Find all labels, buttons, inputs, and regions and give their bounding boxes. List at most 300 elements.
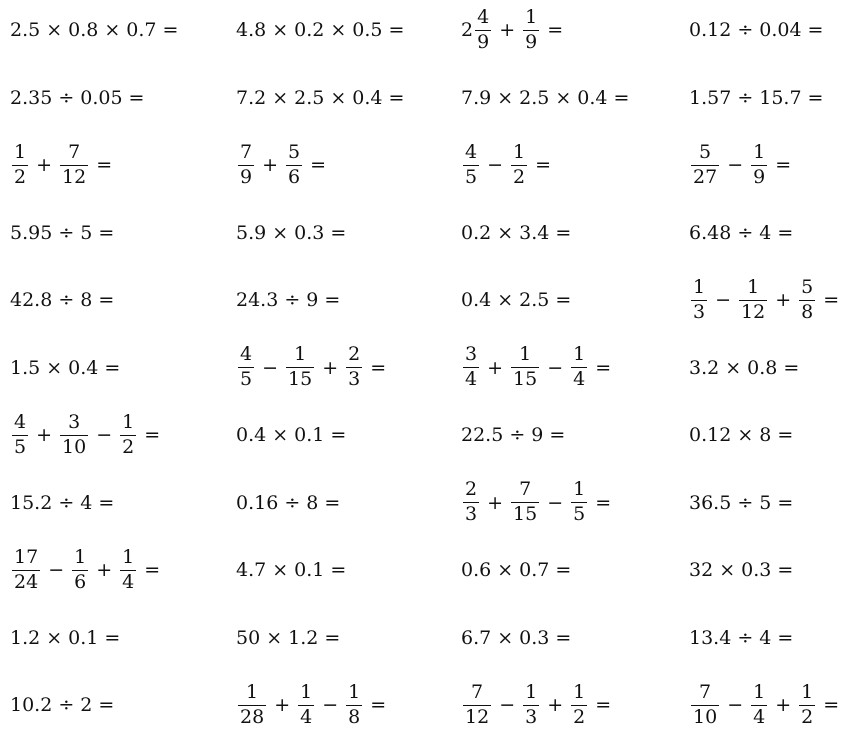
denominator: 5: [573, 503, 586, 525]
fraction: [10, 140, 30, 188]
operator: −: [322, 694, 339, 716]
number: 0.2: [294, 19, 325, 41]
fraction: [569, 480, 589, 525]
operator: ×: [497, 86, 514, 109]
denominator: 12: [62, 165, 87, 188]
problem: [461, 68, 629, 128]
problem: [461, 405, 565, 465]
fraction: [749, 680, 769, 728]
equals-sign: =: [162, 19, 179, 41]
fraction-body: [799, 680, 815, 728]
fraction: [689, 275, 709, 323]
problem: [689, 203, 793, 263]
number: 4.8: [236, 19, 267, 41]
denominator: 8: [801, 300, 814, 323]
numerator: 5: [288, 140, 301, 163]
fraction: [10, 410, 30, 458]
numerator: 1: [747, 275, 760, 298]
problem-row: [0, 203, 859, 263]
number: 1.2: [288, 626, 319, 649]
number: 0.04: [759, 19, 802, 41]
number: 8: [80, 289, 93, 311]
denominator: 3: [693, 300, 706, 323]
fraction: [461, 345, 481, 390]
fraction-body: [60, 410, 88, 458]
number: 0.4: [352, 86, 383, 109]
equals-sign: =: [777, 626, 794, 649]
operator: +: [775, 289, 792, 311]
fraction-body: [751, 140, 767, 188]
problem: [689, 135, 791, 195]
problem: [689, 473, 793, 533]
fraction-body: [475, 5, 491, 53]
equals-sign: =: [330, 424, 347, 446]
equals-sign: =: [96, 154, 113, 176]
number: 4.7: [236, 559, 267, 581]
numerator: 7: [699, 680, 712, 703]
problem-row: [0, 405, 859, 465]
denominator: 9: [240, 165, 253, 188]
operator: ×: [266, 626, 283, 649]
operator: ÷: [284, 491, 301, 514]
fraction-body: [238, 345, 254, 390]
fraction: [509, 345, 541, 390]
equals-sign: =: [535, 154, 552, 176]
numerator: 2: [348, 343, 361, 366]
operator: ×: [725, 356, 742, 379]
numerator: 4: [240, 343, 253, 366]
problem: [236, 675, 386, 735]
number: 1.2: [10, 626, 41, 649]
operator: ×: [46, 19, 63, 41]
fraction-body: [12, 545, 40, 593]
fraction-body: [523, 680, 539, 728]
operator: ×: [497, 559, 514, 581]
problem: [236, 0, 404, 60]
number: 5.95: [10, 221, 53, 244]
fraction-body: [298, 680, 314, 728]
equals-sign: =: [324, 289, 341, 311]
fraction-body: [523, 5, 539, 53]
problem-row: [0, 338, 859, 398]
problem: [10, 270, 114, 330]
fraction-body: [286, 140, 302, 188]
equals-sign: =: [595, 356, 612, 379]
fraction: [236, 680, 268, 728]
problem: [461, 135, 551, 195]
operator: ÷: [737, 86, 754, 109]
whole-part: 2: [461, 19, 474, 41]
numerator: 1: [573, 680, 586, 703]
operator: ×: [46, 626, 63, 649]
problem: [461, 270, 571, 330]
operator: ÷: [58, 694, 75, 716]
fraction-body: [691, 680, 719, 728]
operator: +: [487, 356, 504, 379]
denominator: 27: [693, 165, 718, 188]
fraction-body: [346, 345, 362, 390]
problem-row: [0, 473, 859, 533]
number: 13.4: [689, 626, 732, 649]
number: 0.4: [577, 86, 608, 109]
numerator: 4: [477, 5, 490, 28]
fraction: [797, 680, 817, 728]
equals-sign: =: [370, 694, 387, 716]
denominator: 2: [513, 165, 526, 188]
numerator: 1: [14, 140, 27, 163]
fraction: [461, 480, 481, 525]
equals-sign: =: [775, 154, 792, 176]
operator: −: [487, 154, 504, 176]
denominator: 3: [525, 705, 538, 728]
equals-sign: =: [104, 626, 121, 649]
numerator: 1: [573, 343, 586, 366]
fraction: [10, 545, 42, 593]
number: 1.57: [689, 86, 732, 109]
fraction: [737, 275, 769, 323]
operator: ×: [330, 86, 347, 109]
number: 8: [759, 424, 772, 446]
equals-sign: =: [777, 424, 794, 446]
operator: +: [36, 424, 53, 446]
fraction: [569, 680, 589, 728]
fraction: [521, 5, 541, 53]
number: 0.4: [461, 289, 492, 311]
problem: [10, 608, 120, 668]
problem-row: [0, 270, 859, 330]
fraction-body: [463, 140, 479, 188]
denominator: 5: [465, 165, 478, 188]
number: 0.2: [461, 221, 492, 244]
denominator: 8: [348, 705, 361, 728]
fraction: [284, 140, 304, 188]
fraction-body: [463, 680, 491, 728]
fraction: [236, 345, 256, 390]
problem: [10, 135, 112, 195]
problem: [10, 540, 160, 600]
problem: [689, 608, 793, 668]
fraction: [749, 140, 769, 188]
problem: [689, 68, 823, 128]
number: 3.2: [689, 356, 720, 379]
numerator: 1: [801, 680, 814, 703]
problem: [10, 405, 160, 465]
denominator: 15: [513, 368, 538, 390]
number: 6.7: [461, 626, 492, 649]
denominator: 9: [525, 30, 538, 53]
problem: [10, 68, 144, 128]
fraction-body: [511, 345, 539, 390]
operator: −: [96, 424, 113, 446]
number: 4: [759, 626, 772, 649]
fraction-body: [463, 480, 479, 525]
problem: [461, 0, 563, 60]
equals-sign: =: [613, 86, 630, 109]
operator: −: [727, 154, 744, 176]
number: 0.4: [236, 424, 267, 446]
operator: +: [262, 154, 279, 176]
denominator: 4: [573, 368, 586, 390]
equals-sign: =: [555, 221, 572, 244]
number: 9: [531, 424, 544, 446]
operator: +: [274, 694, 291, 716]
operator: ÷: [58, 289, 75, 311]
numerator: 3: [465, 343, 478, 366]
denominator: 10: [62, 435, 87, 458]
number: 2.5: [294, 86, 325, 109]
numerator: 3: [68, 410, 81, 433]
numerator: 1: [246, 680, 259, 703]
problem: [236, 540, 346, 600]
problem: [689, 405, 793, 465]
problem: [461, 675, 611, 735]
number: 2: [80, 694, 93, 716]
denominator: 10: [693, 705, 718, 728]
number: 15.7: [759, 86, 802, 109]
equals-sign: =: [324, 491, 341, 514]
operator: ×: [737, 424, 754, 446]
fraction-body: [751, 680, 767, 728]
operator: ×: [497, 626, 514, 649]
numerator: 5: [699, 140, 712, 163]
problem: [689, 0, 823, 60]
number: 0.3: [294, 221, 325, 244]
problem: [236, 608, 340, 668]
number: 42.8: [10, 289, 53, 311]
problem: [10, 675, 114, 735]
denominator: 12: [465, 705, 490, 728]
numerator: 1: [122, 545, 135, 568]
fraction-body: [120, 545, 136, 593]
number: 32: [689, 559, 714, 581]
problem: [689, 675, 839, 735]
fraction-body: [511, 140, 527, 188]
operator: ×: [719, 559, 736, 581]
numerator: 1: [753, 140, 766, 163]
equals-sign: =: [777, 221, 794, 244]
fraction: [118, 410, 138, 458]
number: 50: [236, 626, 261, 649]
numerator: 1: [74, 545, 87, 568]
operator: +: [96, 559, 113, 581]
operator: ×: [104, 19, 121, 41]
problem: [10, 203, 114, 263]
fraction-body: [12, 410, 28, 458]
number: 0.1: [68, 626, 99, 649]
fraction-body: [12, 140, 28, 188]
fraction: [521, 680, 541, 728]
operator: ×: [555, 86, 572, 109]
fraction: [284, 345, 316, 390]
fraction: [344, 680, 364, 728]
denominator: 24: [14, 570, 39, 593]
denominator: 6: [288, 165, 301, 188]
problem-row: [0, 0, 859, 60]
equals-sign: =: [98, 694, 115, 716]
operator: +: [487, 491, 504, 514]
number: 5: [759, 491, 772, 514]
equals-sign: =: [807, 86, 824, 109]
problem: [236, 68, 404, 128]
problem-row: [0, 135, 859, 195]
equals-sign: =: [777, 559, 794, 581]
operator: −: [547, 491, 564, 514]
number: 7.2: [236, 86, 267, 109]
problem: [236, 338, 386, 398]
operator: −: [727, 694, 744, 716]
numerator: 1: [519, 343, 532, 366]
number: 0.4: [68, 356, 99, 379]
operator: ×: [272, 559, 289, 581]
numerator: 7: [68, 140, 81, 163]
fraction-body: [286, 345, 314, 390]
equals-sign: =: [98, 491, 115, 514]
problem: [236, 270, 340, 330]
number: 2.5: [519, 86, 550, 109]
equals-sign: =: [388, 19, 405, 41]
operator: ÷: [58, 491, 75, 514]
numerator: 7: [240, 140, 253, 163]
denominator: 4: [122, 570, 135, 593]
equals-sign: =: [595, 694, 612, 716]
fraction: [509, 140, 529, 188]
fraction-body: [72, 545, 88, 593]
problem: [10, 0, 178, 60]
fraction: [509, 480, 541, 525]
equals-sign: =: [549, 424, 566, 446]
denominator: 4: [465, 368, 478, 390]
problem: [461, 473, 611, 533]
operator: ÷: [509, 424, 526, 446]
mixed-number: [461, 5, 493, 53]
equals-sign: =: [783, 356, 800, 379]
numerator: 1: [300, 680, 313, 703]
fraction-body: [60, 140, 88, 188]
equals-sign: =: [128, 86, 145, 109]
operator: +: [547, 694, 564, 716]
problem: [689, 338, 799, 398]
number: 0.3: [741, 559, 772, 581]
equals-sign: =: [555, 559, 572, 581]
fraction-body: [571, 480, 587, 525]
number: 0.12: [689, 424, 732, 446]
equals-sign: =: [595, 491, 612, 514]
fraction-body: [238, 140, 254, 188]
problem-row: [0, 675, 859, 735]
denominator: 5: [14, 435, 27, 458]
denominator: 9: [477, 30, 490, 53]
denominator: 28: [240, 705, 265, 728]
fraction-body: [571, 345, 587, 390]
operator: ÷: [58, 86, 75, 109]
fraction: [689, 680, 721, 728]
operator: −: [499, 694, 516, 716]
fraction: [58, 410, 90, 458]
denominator: 4: [300, 705, 313, 728]
fraction-body: [238, 680, 266, 728]
operator: −: [715, 289, 732, 311]
fraction: [461, 680, 493, 728]
denominator: 12: [741, 300, 766, 323]
problem: [10, 473, 114, 533]
numerator: 4: [14, 410, 27, 433]
numerator: 1: [294, 343, 307, 366]
fraction-body: [463, 345, 479, 390]
equals-sign: =: [98, 221, 115, 244]
operator: ×: [272, 221, 289, 244]
number: 0.5: [352, 19, 383, 41]
equals-sign: =: [144, 424, 161, 446]
denominator: 3: [465, 503, 478, 525]
operator: ×: [330, 19, 347, 41]
operator: ÷: [284, 289, 301, 311]
fraction: [296, 680, 316, 728]
fraction-body: [691, 275, 707, 323]
number: 7.9: [461, 86, 492, 109]
number: 24.3: [236, 289, 279, 311]
equals-sign: =: [555, 626, 572, 649]
operator: ×: [497, 221, 514, 244]
problem-row: [0, 68, 859, 128]
operator: −: [547, 356, 564, 379]
equals-sign: =: [388, 86, 405, 109]
problem: [236, 473, 340, 533]
fraction-body: [511, 480, 539, 525]
equals-sign: =: [823, 694, 840, 716]
problem: [236, 405, 346, 465]
equals-sign: =: [547, 19, 564, 41]
operator: ÷: [737, 221, 754, 244]
denominator: 2: [573, 705, 586, 728]
number: 0.7: [519, 559, 550, 581]
equals-sign: =: [310, 154, 327, 176]
equals-sign: =: [144, 559, 161, 581]
number: 0.8: [747, 356, 778, 379]
operator: ×: [272, 19, 289, 41]
equals-sign: =: [330, 221, 347, 244]
equals-sign: =: [324, 626, 341, 649]
problem: [10, 338, 120, 398]
operator: +: [499, 19, 516, 41]
problem: [236, 203, 346, 263]
number: 2.35: [10, 86, 53, 109]
operator: ÷: [58, 221, 75, 244]
problem-row: [0, 608, 859, 668]
fraction: [70, 545, 90, 593]
operator: +: [775, 694, 792, 716]
number: 22.5: [461, 424, 504, 446]
fraction-body: [346, 680, 362, 728]
operator: −: [48, 559, 65, 581]
operator: ÷: [737, 626, 754, 649]
number: 0.12: [689, 19, 732, 41]
operator: +: [322, 356, 339, 379]
number: 1.5: [10, 356, 41, 379]
denominator: 5: [240, 368, 253, 390]
number: 4: [80, 491, 93, 514]
fraction: [236, 140, 256, 188]
equals-sign: =: [370, 356, 387, 379]
number: 6.48: [689, 221, 732, 244]
numerator: 7: [471, 680, 484, 703]
problem-row: [0, 540, 859, 600]
numerator: 1: [525, 5, 538, 28]
number: 0.7: [126, 19, 157, 41]
fraction: [118, 545, 138, 593]
equals-sign: =: [777, 491, 794, 514]
numerator: 1: [122, 410, 135, 433]
number: 0.1: [294, 424, 325, 446]
